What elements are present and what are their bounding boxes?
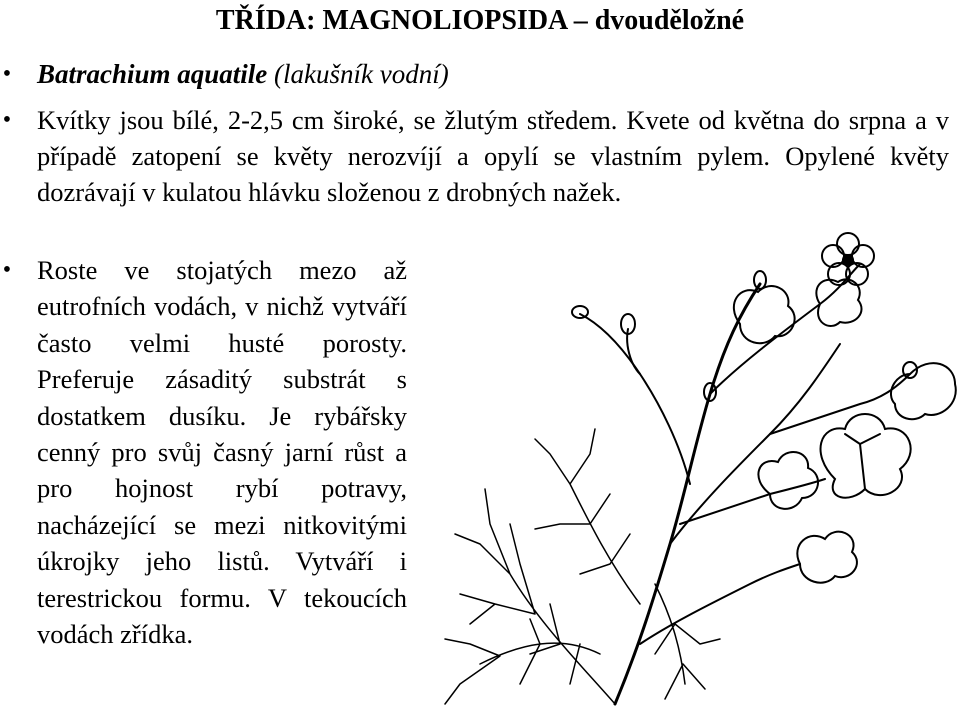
species-common-name: (lakušník vodní)	[267, 59, 449, 89]
species-name: Batrachium aquatile	[37, 59, 268, 89]
bullet-marker: •	[2, 61, 12, 87]
plant-illustration	[440, 224, 960, 719]
species-heading	[37, 56, 937, 92]
bullet-marker: •	[2, 257, 12, 283]
bullet-marker: •	[2, 107, 12, 133]
slide-title: TŘÍDA: MAGNOLIOPSIDA – dvouděložné	[215, 5, 745, 36]
flower-description: Kvítky jsou bílé, 2-2,5 cm široké, se žlutým středem. Kvete od května do srpna a v případě zatopení se květy nerozvíjí a opylí se vlastním pylem. Opylené květy dozrávají v kulatou hlávku složenou z drobných nažek.	[37, 105, 949, 207]
habitat-description: Roste ve stojatých mezo až eutrofních vodách, v nichž vytváří často velmi husté porosty. Preferuje zásaditý substrát s dostatkem dusíku. Je rybářsky cenný pro svůj časný jarní růst a pro hojnost rybí potravy, nacházející se mezi nitkovitými úkrojky jeho listů. Vytváří i terestrickou formu. V tekoucích vodách zřídka.	[37, 255, 407, 650]
